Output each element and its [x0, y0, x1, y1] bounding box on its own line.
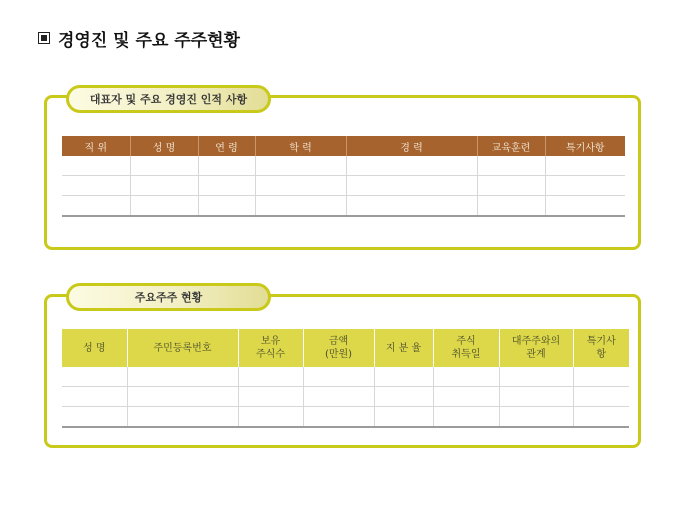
table-cell[interactable]	[130, 196, 198, 217]
table-row	[62, 387, 629, 407]
page-title-text: 경영진 및 주요 주주현황	[58, 30, 240, 51]
table-cell[interactable]	[127, 407, 238, 428]
table-header-row	[62, 136, 625, 156]
column-header-remarks: 특기사항	[545, 136, 625, 156]
table-cell[interactable]	[374, 407, 433, 428]
table-cell[interactable]	[499, 367, 573, 387]
table-row	[62, 407, 629, 428]
table-cell[interactable]	[62, 156, 130, 176]
table-cell[interactable]	[238, 407, 303, 428]
executives-table	[62, 136, 625, 217]
table-cell[interactable]	[303, 367, 374, 387]
table-cell[interactable]	[62, 196, 130, 217]
table-cell[interactable]	[127, 367, 238, 387]
column-header-name: 성 명	[62, 329, 127, 367]
table-cell[interactable]	[477, 156, 545, 176]
table-cell[interactable]	[198, 156, 255, 176]
table-cell[interactable]	[433, 367, 499, 387]
table-cell[interactable]	[477, 176, 545, 196]
table-cell[interactable]	[62, 387, 127, 407]
column-header-training: 교육훈련	[477, 136, 545, 156]
table-cell[interactable]	[130, 156, 198, 176]
table-cell[interactable]	[346, 196, 477, 217]
column-header-position: 직 위	[62, 136, 130, 156]
column-header-amount: 금액 (만원)	[303, 329, 374, 367]
table-cell[interactable]	[499, 407, 573, 428]
table-cell[interactable]	[346, 156, 477, 176]
table-cell[interactable]	[62, 176, 130, 196]
column-header-age: 연 령	[198, 136, 255, 156]
table-cell[interactable]	[198, 176, 255, 196]
column-header-education: 학 력	[255, 136, 346, 156]
table-cell[interactable]	[374, 367, 433, 387]
column-header-name: 성 명	[130, 136, 198, 156]
shareholders-table	[62, 329, 629, 428]
table-cell[interactable]	[198, 196, 255, 217]
table-cell[interactable]	[477, 196, 545, 217]
table-cell[interactable]	[346, 176, 477, 196]
table-cell[interactable]	[255, 196, 346, 217]
table-cell[interactable]	[238, 367, 303, 387]
column-header-shares-held: 보유 주식수	[238, 329, 303, 367]
table-cell[interactable]	[499, 387, 573, 407]
table-cell[interactable]	[573, 407, 629, 428]
column-header-acquisition-date: 주식 취득일	[433, 329, 499, 367]
table-cell[interactable]	[62, 407, 127, 428]
table-cell[interactable]	[545, 196, 625, 217]
column-header-resident-number: 주민등록번호	[127, 329, 238, 367]
table-cell[interactable]	[433, 387, 499, 407]
table-cell[interactable]	[374, 387, 433, 407]
table-cell[interactable]	[545, 176, 625, 196]
column-header-relationship: 대주주와의 관계	[499, 329, 573, 367]
executives-section-tab: 대표자 및 주요 경영진 인적 사항	[66, 85, 271, 113]
table-cell[interactable]	[62, 367, 127, 387]
table-cell[interactable]	[573, 387, 629, 407]
table-row	[62, 176, 625, 196]
table-cell[interactable]	[255, 176, 346, 196]
table-row	[62, 156, 625, 176]
table-cell[interactable]	[573, 367, 629, 387]
table-cell[interactable]	[545, 156, 625, 176]
table-cell[interactable]	[238, 387, 303, 407]
table-cell[interactable]	[255, 156, 346, 176]
table-row	[62, 196, 625, 217]
table-cell[interactable]	[303, 407, 374, 428]
column-header-career: 경 력	[346, 136, 477, 156]
shareholders-section-tab: 주요주주 현황	[66, 283, 271, 311]
table-row	[62, 367, 629, 387]
table-header-row	[62, 329, 629, 367]
square-bullet-icon	[38, 32, 50, 44]
page-title	[38, 26, 240, 50]
table-cell[interactable]	[130, 176, 198, 196]
table-cell[interactable]	[303, 387, 374, 407]
table-cell[interactable]	[433, 407, 499, 428]
table-cell[interactable]	[127, 387, 238, 407]
column-header-stake-ratio: 지 분 율	[374, 329, 433, 367]
column-header-remarks: 특기사 항	[573, 329, 629, 367]
